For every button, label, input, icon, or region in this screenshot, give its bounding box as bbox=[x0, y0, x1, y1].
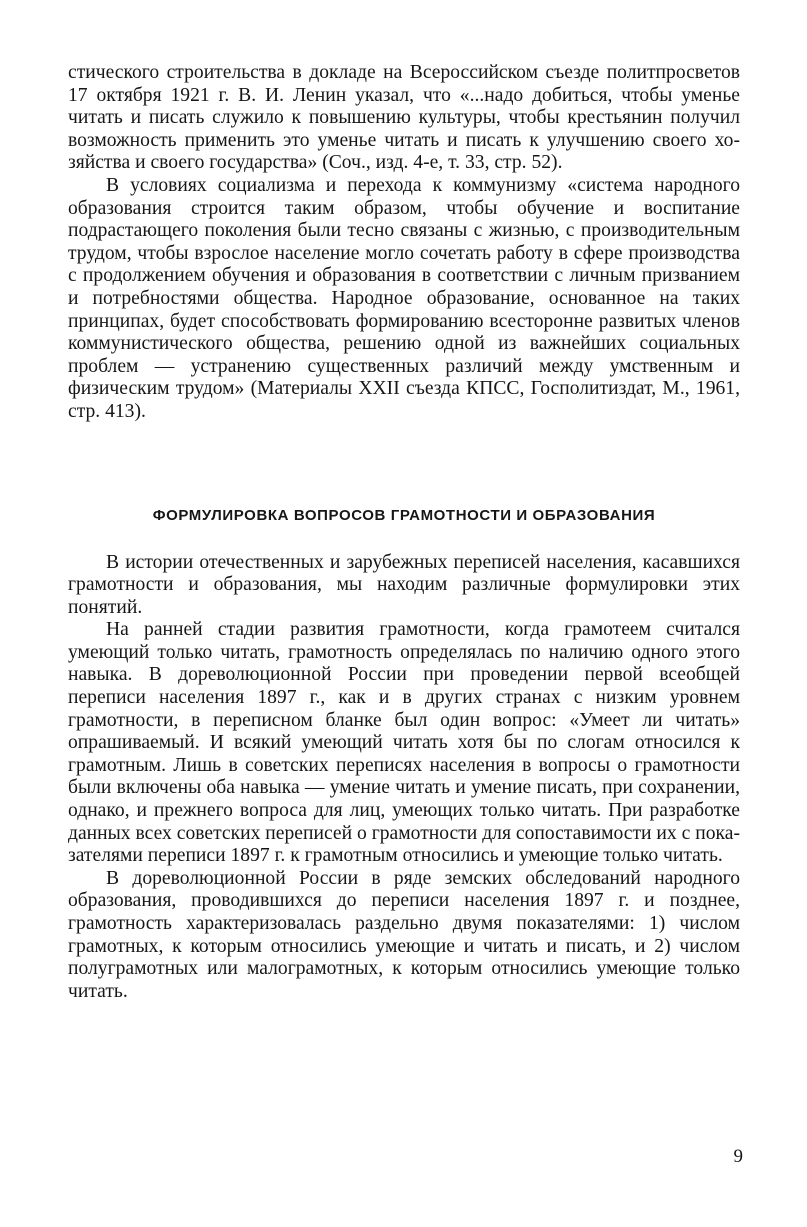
section-body bbox=[68, 552, 740, 1004]
paragraph-socialism-education: В условиях социализма и перехода к коммунизму «система народного образования строится таким образом, чтобы обучение и воспитание подрастающего поколения были тесно связаны с жизнью, с производительным трудом, чтобы взрослое население могло сочетать работу в сфере производства с продолжением обучения и образования в соответствии с личным призванием и потребностями общества. Народное образование, основанное на таких принципах, будет способствовать формированию всесторонне развитых членов коммунистического общества, решению одной из важнейших социальных проблем — устранению существенных различий между умственным и физическим трудом» (Материалы XXII съезда КПСС, Госполитиздат, М., 1961, стр. 413). bbox=[68, 174, 740, 422]
page-number: 9 bbox=[733, 1146, 743, 1167]
section-heading: ФОРМУЛИРОВКА ВОПРОСОВ ГРАМОТНОСТИ И ОБРАЗОВАНИЯ bbox=[152, 506, 656, 524]
page-body bbox=[68, 62, 740, 1003]
paragraph-continued: стического строительства в докладе на Всероссийском съезде политпросветов 17 октября 1921 г. В. И. Ленин указал, что «...надо добиться, чтобы уменье читать и писать служило к повышению культуры, чтобы крестьянин получил возможность применить это уменье читать и писать к улучшению своего хозяйства и своего государства» (Соч., изд. 4-е, т. 33, стр. 52). bbox=[68, 62, 740, 174]
paragraph-early-literacy: На ранней стадии развития грамотности, когда грамотеем считался умеющий только читать, грамотность определялась по наличию одного этого навыка. В дореволюционной России при проведении первой всеобщей переписи населения 1897 г., как и в других странах с низким уровнем грамотности, в переписном бланке был один вопрос: «Умеет ли читать» опрашиваемый. И всякий умеющий читать хотя бы по слогам относился к грамотным. Лишь в советских переписях населения в вопросы о грамотности были включены оба навыка — умение читать и умение писать, при сохранении, однако, и прежнего вопроса для лиц, умеющих только читать. При разработке данных всех советских переписей о грамотности для сопоставимости их с показателями переписи 1897 г. к грамотным относились и умеющие только читать. bbox=[68, 619, 740, 867]
paragraph-zemstvo-surveys: В дореволюционной России в ряде земских обследований народного образования, проводившихся до переписи населения 1897 г. и позднее, грамотность характеризовалась раздельно двумя показателями: 1) числом грамотных, к которым относились умеющие и читать и писать, и 2) числом полуграмотных или малограмотных, к которым относились умеющие только читать. bbox=[68, 867, 740, 1002]
paragraph-census-history: В истории отечественных и зарубежных переписей населения, касавшихся грамотности и образования, мы находим различные формулировки этих понятий. bbox=[68, 551, 740, 618]
